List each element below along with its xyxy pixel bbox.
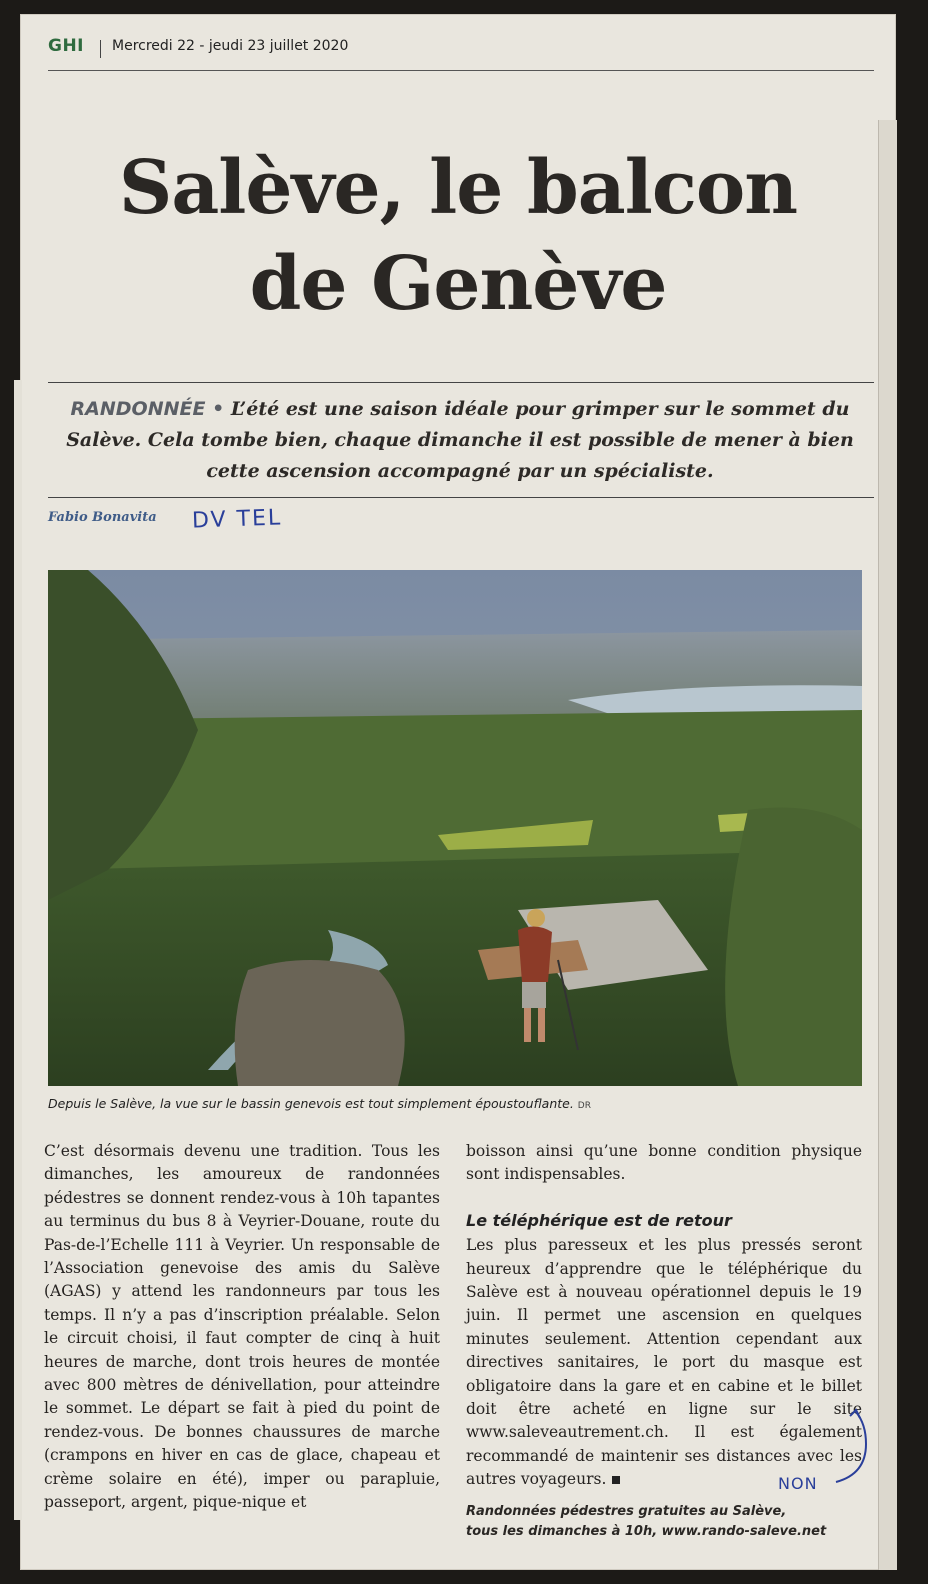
divider-rule [48, 497, 874, 498]
handwritten-note: NON [778, 1474, 818, 1493]
article-paragraph [466, 1234, 862, 1491]
paper-edge-left [14, 380, 22, 1520]
handwritten-arrow-icon [826, 1404, 876, 1486]
end-mark [612, 1476, 620, 1484]
author-byline: Fabio Bonavita [48, 510, 157, 525]
header-divider [100, 40, 101, 58]
paper-edge [878, 120, 897, 1570]
article-lead [60, 394, 860, 487]
article-column-left [44, 1140, 440, 1515]
caption-text: Depuis le Salève, la vue sur le bassin genevois est tout simplement époustouflante. [48, 1096, 574, 1111]
headline-line-2: de Genève [249, 241, 667, 327]
lead-kicker: RANDONNÉE • [70, 398, 225, 420]
landscape-photo [48, 570, 862, 1086]
lead-text: L’été est une saison idéale pour grimper sur le sommet du Salève. Cela tombe bien, chaque dimanche il est possible de mener à bien cette ascension accompagné par un spécialiste. [66, 398, 854, 482]
publication-logo: GHI [48, 36, 85, 56]
page-header [48, 34, 874, 71]
paragraph-text: Les plus paresseux et les plus pressés seront heureux d’apprendre que le téléphérique du Salève est à nouveau opérationnel depuis le 19 juin. Il permet une ascension en quelques minutes seulement. Attention cependant aux directives sanitaires, le port du masque est obligatoire dans la gare et en cabine et le billet doit être acheté en ligne sur le site www.saleveautrement.ch. Il est également recommandé de maintenir ses distances avec les autres voyageurs. [466, 1236, 862, 1489]
headline-line-1: Salève, le balcon [118, 145, 798, 231]
photo-credit: DR [577, 1101, 591, 1111]
article-subheading: Le téléphérique est de retour [466, 1210, 732, 1230]
article-paragraph: boisson ainsi qu’une bonne condition physique sont indispensables. [466, 1142, 862, 1184]
practical-info [466, 1502, 866, 1542]
article-headline [40, 140, 876, 332]
info-line: tous les dimanches à 10h, www.rando-saleve.net [466, 1524, 827, 1539]
handwritten-note: DV TEL [191, 505, 283, 534]
divider-rule [48, 382, 874, 383]
article-paragraph: C’est désormais devenu une tradition. Tous les dimanches, les amoureux de randonnées pédestres se donnent rendez-vous à 10h tapantes au terminus du bus 8 à Veyrier-Douane, route du Pas-de-l’Echelle 111 à Veyrier. Un responsable de l’Association genevoise des amis du Salève (AGAS) y attend les randonneurs par tous les temps. Il n’y a pas d’inscription préalable. Selon le circuit choisi, il faut compter de cinq à huit heures de marche, dont trois heures de montée avec 800 mètres de dénivellation, pour atteindre le sommet. Le départ se fait à pied du point de rendez-vous. De bonnes chaussures de marche (crampons en hiver en cas de glace, chapeau et crème solaire en été), imper ou parapluie, passeport, argent, pique-nique et [44, 1142, 440, 1512]
article-column-right [466, 1140, 862, 1492]
info-line: Randonnées pédestres gratuites au Salève, [466, 1504, 787, 1519]
photo-caption [48, 1096, 868, 1111]
issue-date: Mercredi 22 - jeudi 23 juillet 2020 [112, 38, 349, 54]
